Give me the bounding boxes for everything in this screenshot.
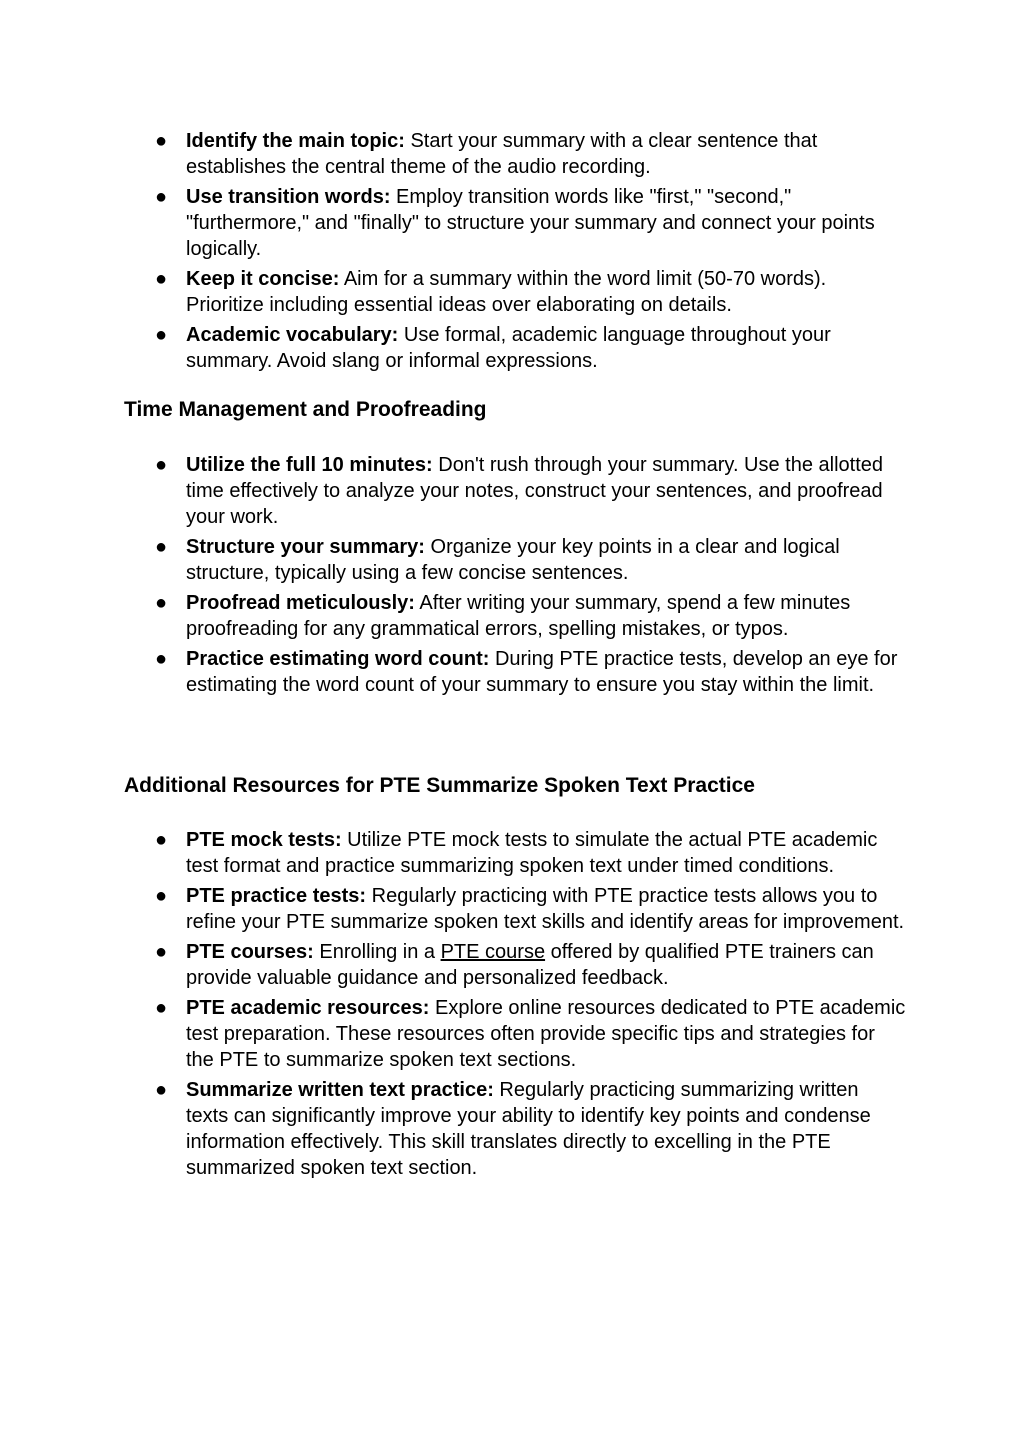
list-item — [155, 184, 906, 262]
item-title: Summarize written text practice: — [186, 1079, 494, 1101]
item-text: Organize your key points in a clear and logical structure, typically using a few concise sentences. — [186, 536, 840, 584]
resources-list — [155, 827, 906, 1185]
item-title: Utilize the full 10 minutes: — [186, 454, 433, 476]
list-item — [155, 646, 906, 698]
item-title: Structure your summary: — [186, 536, 425, 558]
bullet-icon: ● — [155, 997, 168, 1019]
list-item — [155, 322, 906, 374]
list-item — [155, 266, 906, 318]
list-item — [155, 1077, 906, 1181]
list-item — [155, 534, 906, 586]
bullet-icon: ● — [155, 1079, 168, 1101]
list-item — [155, 452, 906, 530]
item-title: Practice estimating word count: — [186, 648, 490, 670]
item-text-before: Enrolling in a — [313, 941, 441, 963]
bullet-icon: ● — [155, 324, 168, 346]
bullet-icon: ● — [155, 268, 168, 290]
item-title: PTE practice tests: — [186, 885, 367, 907]
item-text: Use formal, academic language throughout your summary. Avoid slang or informal expressions. — [186, 324, 831, 372]
bullet-icon: ● — [155, 536, 168, 558]
item-text: Regularly practicing with PTE practice tests allows you to refine your PTE summarize spoken text skills and identify areas for improvement. — [186, 885, 905, 933]
item-text: Employ transition words like "first," "second," "furthermore," and "finally" to structure your summary and connect your points logically. — [186, 186, 875, 260]
item-text: Utilize PTE mock tests to simulate the actual PTE academic test format and practice summarizing spoken text under timed conditions. — [186, 829, 878, 877]
list-item — [155, 827, 906, 879]
item-title: Use transition words: — [186, 186, 391, 208]
item-text: Start your summary with a clear sentence that establishes the central theme of the audio recording. — [186, 130, 818, 178]
list-item — [155, 995, 906, 1073]
item-text-after: offered by qualified PTE trainers can provide valuable guidance and personalized feedback. — [186, 941, 874, 989]
list-item — [155, 883, 906, 935]
pte-course-link[interactable]: PTE course — [440, 941, 546, 963]
item-text: After writing your summary, spend a few minutes proofreading for any grammatical errors, spelling mistakes, or typos. — [186, 592, 851, 640]
bullet-icon: ● — [155, 829, 168, 851]
section-heading-additional-resources: Additional Resources for PTE Summarize Spoken Text Practice — [124, 774, 755, 797]
tips-list — [155, 128, 906, 378]
bullet-icon: ● — [155, 941, 168, 963]
item-text: Don't rush through your summary. Use the allotted time effectively to analyze your notes, construct your sentences, and proofread your work. — [186, 454, 884, 528]
item-text: Explore online resources dedicated to PTE academic test preparation. These resources often provide specific tips and strategies for the PTE to summarize spoken text sections. — [186, 997, 906, 1071]
section-heading-time-management: Time Management and Proofreading — [124, 398, 487, 421]
item-title: Academic vocabulary: — [186, 324, 399, 346]
item-text: Regularly practicing summarizing written texts can significantly improve your ability to identify key points and condense information effectively. This skill translates directly to excelling in the PTE summarized spoken text section. — [186, 1079, 871, 1179]
item-text: Aim for a summary within the word limit (50-70 words). Prioritize including essential ideas over elaborating on details. — [186, 268, 827, 316]
bullet-icon: ● — [155, 130, 168, 152]
bullet-icon: ● — [155, 454, 168, 476]
bullet-icon: ● — [155, 592, 168, 614]
item-title: PTE mock tests: — [186, 829, 342, 851]
list-item — [155, 939, 906, 991]
item-title: Proofread meticulously: — [186, 592, 415, 614]
list-item — [155, 128, 906, 180]
bullet-icon: ● — [155, 648, 168, 670]
item-title: PTE academic resources: — [186, 997, 430, 1019]
item-text: During PTE practice tests, develop an eye for estimating the word count of your summary to ensure you stay within the limit. — [186, 648, 898, 696]
bullet-icon: ● — [155, 186, 168, 208]
item-title: Identify the main topic: — [186, 130, 405, 152]
list-item — [155, 590, 906, 642]
bullet-icon: ● — [155, 885, 168, 907]
item-title: PTE courses: — [186, 941, 314, 963]
time-management-list — [155, 452, 906, 702]
item-title: Keep it concise: — [186, 268, 340, 290]
